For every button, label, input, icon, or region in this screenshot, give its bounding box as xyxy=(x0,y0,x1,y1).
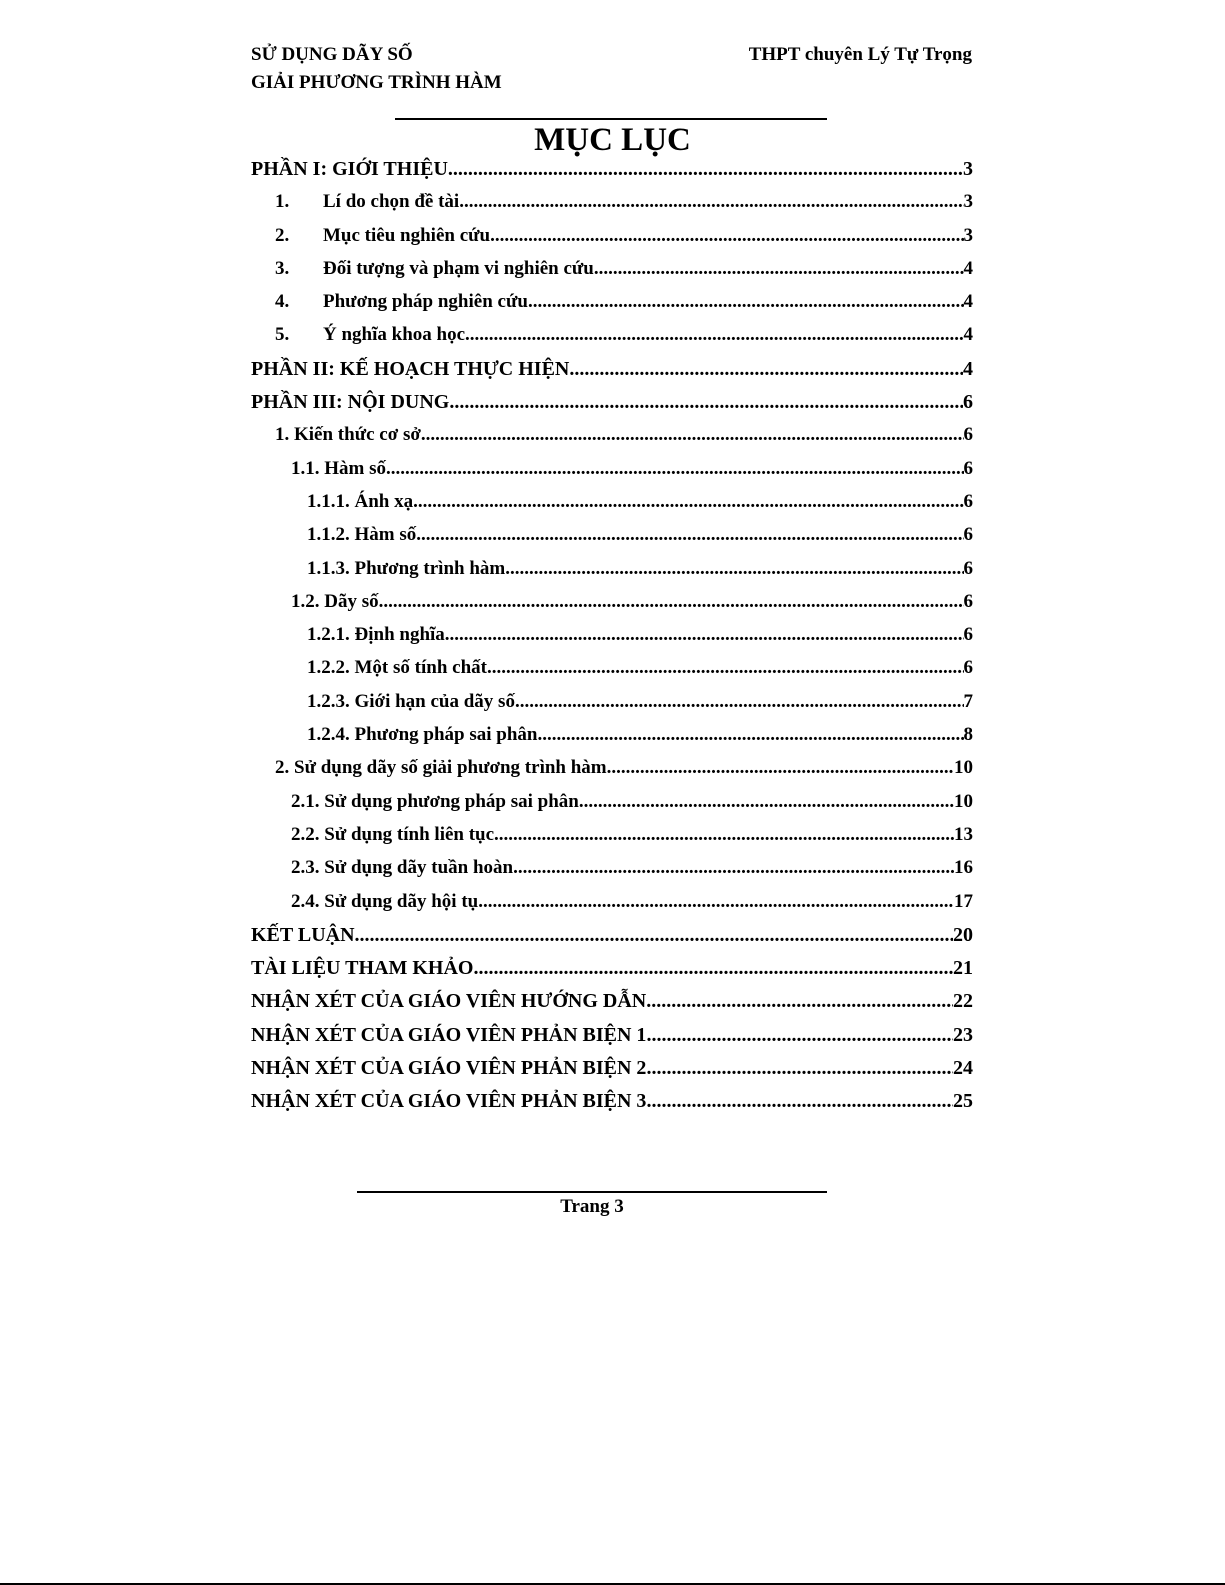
toc-entry-page: 3 xyxy=(963,191,973,213)
toc-entry-label xyxy=(251,990,646,1013)
toc-entry-label xyxy=(275,191,459,213)
toc-entry-page: 4 xyxy=(963,257,973,279)
toc-entry[interactable] xyxy=(251,1024,973,1057)
toc-dot-leader xyxy=(505,558,963,580)
toc-entry-page: 6 xyxy=(963,424,973,446)
toc-entry-label xyxy=(291,458,386,480)
toc-dot-leader xyxy=(646,1057,953,1080)
toc-entry[interactable] xyxy=(251,524,973,557)
toc-dot-leader xyxy=(494,824,954,846)
toc-entry-page: 6 xyxy=(963,490,973,512)
toc-dot-leader xyxy=(379,591,964,613)
toc-dot-leader xyxy=(459,191,963,213)
toc-entry-text: TÀI LIỆU THAM KHẢO xyxy=(251,957,474,980)
toc-entry[interactable] xyxy=(251,324,973,357)
toc-entry-label xyxy=(307,691,515,713)
toc-entry-page: 25 xyxy=(953,1090,973,1113)
toc-entry-label xyxy=(291,824,494,846)
toc-entry-label xyxy=(307,724,538,746)
toc-entry[interactable] xyxy=(251,924,973,957)
toc-entry-label xyxy=(251,957,473,980)
toc-dot-leader xyxy=(646,990,953,1013)
toc-entry-text: NHẬN XÉT CỦA GIÁO VIÊN PHẢN BIỆN 3 xyxy=(251,1090,647,1113)
toc-entry[interactable] xyxy=(251,824,973,857)
toc-entry-label xyxy=(251,358,569,381)
toc-entry-text: 2.3. Sử dụng dãy tuần hoàn xyxy=(291,857,514,879)
toc-dot-leader xyxy=(528,291,964,313)
toc-entry[interactable] xyxy=(251,158,973,191)
toc-dot-leader xyxy=(416,524,963,546)
toc-entry-text: 2. Sử dụng dãy số giải phương trình hàm xyxy=(275,757,607,779)
toc-entry-label xyxy=(275,757,607,779)
toc-entry-label xyxy=(251,1057,646,1080)
toc-dot-leader xyxy=(355,924,953,947)
toc-entry[interactable] xyxy=(251,358,973,391)
header-title-line1: SỬ DỤNG DÃY SỐ xyxy=(251,44,413,65)
table-of-contents xyxy=(251,158,973,1124)
toc-entry[interactable] xyxy=(251,258,973,291)
toc-entry-text: Lí do chọn đề tài xyxy=(323,191,460,213)
page-title: MỤC LỤC xyxy=(534,122,691,158)
toc-entry-page: 3 xyxy=(963,158,973,180)
toc-dot-leader xyxy=(579,791,954,813)
toc-dot-leader xyxy=(448,158,963,181)
toc-dot-leader xyxy=(607,757,954,779)
toc-entry-page: 10 xyxy=(954,790,973,812)
toc-entry-label xyxy=(251,1024,646,1047)
toc-entry-text: PHẦN III: NỘI DUNG xyxy=(251,391,450,414)
toc-entry-label xyxy=(251,391,449,414)
toc-entry-text: 1.1.3. Phương trình hàm xyxy=(307,557,506,579)
toc-entry-label xyxy=(291,791,579,813)
toc-entry-text: 1.2. Dãy số xyxy=(291,590,379,612)
toc-entry-text: 1.1. Hàm số xyxy=(291,457,386,479)
toc-entry-page: 7 xyxy=(963,690,973,712)
toc-entry-label xyxy=(307,624,445,646)
toc-entry-page: 6 xyxy=(963,590,973,612)
toc-entry[interactable] xyxy=(251,957,973,990)
toc-entry[interactable] xyxy=(251,458,973,491)
toc-entry-page: 17 xyxy=(954,890,973,912)
toc-entry-number: 1. xyxy=(275,191,290,213)
toc-entry-page: 24 xyxy=(953,1057,973,1080)
toc-dot-leader xyxy=(646,1024,953,1047)
toc-entry[interactable] xyxy=(251,891,973,924)
toc-entry-page: 6 xyxy=(963,624,973,646)
toc-entry-text: 2.4. Sử dụng dãy hội tụ xyxy=(291,890,479,912)
toc-entry-page: 4 xyxy=(963,291,973,313)
toc-entry-text: KẾT LUẬN xyxy=(251,923,355,946)
toc-entry-text: Phương pháp nghiên cứu xyxy=(323,291,528,313)
toc-entry-page: 3 xyxy=(963,224,973,246)
toc-entry[interactable] xyxy=(251,424,973,457)
toc-entry[interactable] xyxy=(251,291,973,324)
toc-entry-label xyxy=(291,891,478,913)
page-number: Trang 3 xyxy=(560,1196,624,1217)
toc-entry-page: 6 xyxy=(963,657,973,679)
toc-entry-label xyxy=(307,657,487,679)
toc-entry-text: 1.2.4. Phương pháp sai phân xyxy=(307,724,538,746)
toc-entry[interactable] xyxy=(251,391,973,424)
toc-entry-label xyxy=(291,591,379,613)
toc-entry[interactable] xyxy=(251,558,973,591)
toc-entry-number: 5. xyxy=(275,324,290,346)
toc-dot-leader xyxy=(538,724,964,746)
header-school: THPT chuyên Lý Tự Trọng xyxy=(748,44,972,65)
toc-entry-text: 1.2.2. Một số tính chất xyxy=(307,657,487,679)
toc-dot-leader xyxy=(421,424,964,446)
toc-entry-page: 4 xyxy=(963,324,973,346)
toc-dot-leader xyxy=(594,258,964,280)
toc-entry-text: 1.1.1. Ánh xạ xyxy=(307,490,414,512)
toc-entry-label xyxy=(275,324,465,346)
toc-entry-text: 2.1. Sử dụng phương pháp sai phân xyxy=(291,790,579,812)
toc-dot-leader xyxy=(515,691,964,713)
toc-entry[interactable] xyxy=(251,1057,973,1090)
toc-entry[interactable] xyxy=(251,624,973,657)
toc-entry[interactable] xyxy=(251,857,973,890)
toc-entry-text: NHẬN XÉT CỦA GIÁO VIÊN HƯỚNG DẪN xyxy=(251,990,647,1013)
toc-dot-leader xyxy=(465,324,963,346)
toc-entry-text: Ý nghĩa khoa học xyxy=(323,324,466,346)
toc-entry-page: 6 xyxy=(963,457,973,479)
toc-entry[interactable] xyxy=(251,225,973,258)
toc-entry-text: Đối tượng và phạm vi nghiên cứu xyxy=(323,257,594,279)
toc-dot-leader xyxy=(445,624,964,646)
toc-dot-leader xyxy=(473,957,953,980)
toc-entry-text: 1. Kiến thức cơ sở xyxy=(275,424,421,446)
toc-entry-page: 23 xyxy=(953,1023,973,1046)
toc-entry[interactable] xyxy=(251,990,973,1023)
toc-entry[interactable] xyxy=(251,691,973,724)
toc-entry-label xyxy=(251,924,355,947)
toc-entry-label xyxy=(275,291,528,313)
toc-entry-page: 22 xyxy=(953,990,973,1013)
toc-entry[interactable] xyxy=(251,1090,973,1123)
toc-entry-number: 2. xyxy=(275,224,290,246)
toc-entry-text: NHẬN XÉT CỦA GIÁO VIÊN PHẢN BIỆN 2 xyxy=(251,1057,647,1080)
toc-entry-label xyxy=(291,857,513,879)
toc-entry-text: NHẬN XÉT CỦA GIÁO VIÊN PHẢN BIỆN 1 xyxy=(251,1023,647,1046)
header-title-line2: GIẢI PHƯƠNG TRÌNH HÀM xyxy=(251,72,502,93)
toc-dot-leader xyxy=(449,391,963,414)
toc-entry-label xyxy=(275,258,594,280)
toc-entry-label xyxy=(307,491,413,513)
toc-entry-number: 4. xyxy=(275,291,290,313)
toc-entry-label xyxy=(251,158,448,181)
toc-entry-text: Mục tiêu nghiên cứu xyxy=(323,224,491,246)
toc-entry[interactable] xyxy=(251,724,973,757)
toc-entry-page: 4 xyxy=(963,357,973,380)
toc-entry[interactable] xyxy=(251,591,973,624)
toc-entry-page: 21 xyxy=(953,957,973,980)
footer-divider xyxy=(357,1191,827,1193)
toc-entry-label xyxy=(307,524,416,546)
toc-dot-leader xyxy=(569,358,963,381)
toc-entry-label xyxy=(275,225,490,247)
toc-entry-page: 6 xyxy=(963,391,973,414)
toc-entry[interactable] xyxy=(251,757,973,790)
toc-entry[interactable] xyxy=(251,191,973,224)
toc-entry-page: 13 xyxy=(954,823,973,845)
toc-entry-number: 3. xyxy=(275,257,290,279)
toc-entry-text: 1.2.3. Giới hạn của dãy số xyxy=(307,690,515,712)
header-left xyxy=(251,41,502,97)
toc-entry-text: PHẦN II: KẾ HOẠCH THỰC HIỆN xyxy=(251,357,570,380)
toc-entry-text: 1.2.1. Định nghĩa xyxy=(307,624,445,646)
toc-entry[interactable] xyxy=(251,657,973,690)
toc-entry-text: PHẦN I: GIỚI THIỆU xyxy=(251,158,448,180)
toc-entry-page: 6 xyxy=(963,557,973,579)
toc-dot-leader xyxy=(478,891,954,913)
toc-entry-label xyxy=(307,558,505,580)
toc-entry-page: 20 xyxy=(953,923,973,946)
toc-dot-leader xyxy=(413,491,963,513)
toc-entry-label xyxy=(275,424,421,446)
toc-entry-label xyxy=(251,1090,646,1113)
toc-entry-text: 2.2. Sử dụng tính liên tục xyxy=(291,823,495,845)
toc-entry-page: 6 xyxy=(963,524,973,546)
toc-entry-text: 1.1.2. Hàm số xyxy=(307,524,417,546)
toc-entry-page: 10 xyxy=(954,757,973,779)
toc-entry[interactable] xyxy=(251,791,973,824)
toc-dot-leader xyxy=(646,1090,953,1113)
toc-entry-page: 16 xyxy=(954,857,973,879)
toc-dot-leader xyxy=(386,458,964,480)
toc-entry[interactable] xyxy=(251,491,973,524)
toc-dot-leader xyxy=(487,657,964,679)
toc-dot-leader xyxy=(490,225,963,247)
toc-dot-leader xyxy=(513,857,954,879)
toc-entry-page: 8 xyxy=(963,724,973,746)
